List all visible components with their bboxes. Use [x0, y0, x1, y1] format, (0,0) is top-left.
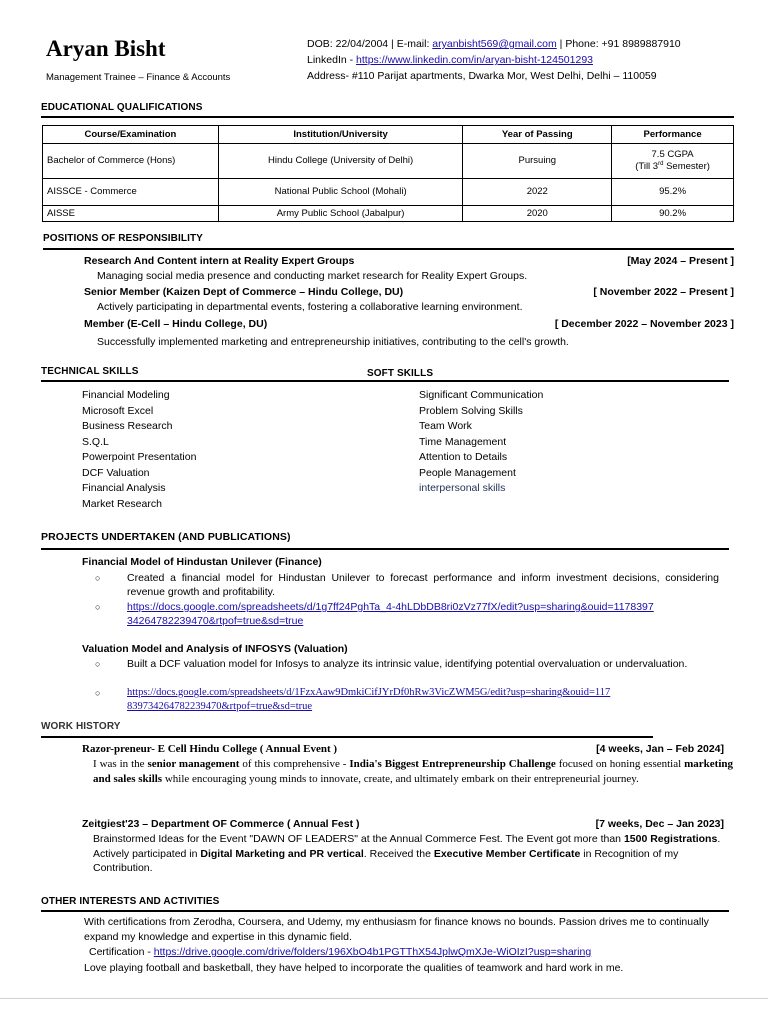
- position-period: [May 2024 – Present ]: [627, 255, 734, 267]
- column-header: Institution/University: [218, 126, 463, 144]
- institution-cell: National Public School (Mohali): [218, 179, 463, 206]
- table-row: [43, 144, 734, 179]
- soft-skills-list: [419, 388, 543, 497]
- course-cell: AISSE: [43, 206, 219, 222]
- bullet-icon: ○: [95, 659, 101, 669]
- list-item: Attention to Details: [419, 451, 508, 463]
- list-item: Microsoft Excel: [82, 404, 154, 417]
- list-item: Time Management: [419, 435, 507, 448]
- education-table: [42, 125, 734, 222]
- linkedin-link[interactable]: https://www.linkedin.com/in/aryan-bisht-124501293: [356, 54, 593, 66]
- course-cell: AISSCE - Commerce: [43, 179, 219, 206]
- work-title-row: [82, 817, 724, 832]
- work-period: [4 weeks, Jan – Feb 2024]: [596, 743, 724, 755]
- interests-heading: OTHER INTERESTS AND ACTIVITIES: [41, 896, 220, 907]
- linkedin-label: LinkedIn -: [307, 54, 357, 66]
- year-cell: 2022: [463, 179, 612, 206]
- position-description: Managing social media presence and conducting market research for Reality Expert Groups.: [97, 270, 528, 282]
- performance-cell: [612, 144, 734, 179]
- bullet-icon: ○: [95, 573, 101, 583]
- list-item: interpersonal skills: [419, 482, 506, 494]
- project-link-line-1[interactable]: https://docs.google.com/spreadsheets/d/1g7ff24PghTa_4-4hLDbDB8ri0zVz77fX/edit?usp=sharing&ouid=1178397: [127, 601, 654, 613]
- list-item: People Management: [419, 466, 516, 479]
- bullet-icon: ○: [95, 688, 101, 698]
- bullet-icon: ○: [95, 602, 101, 612]
- skills-rule: [41, 380, 729, 382]
- list-item: Powerpoint Presentation: [82, 451, 197, 463]
- work-role: Zeitgiest'23 – Department OF Commerce ( Annual Fest ): [82, 818, 360, 830]
- list-item: Market Research: [82, 497, 162, 510]
- list-item: Team Work: [419, 420, 472, 432]
- position-description: Successfully implemented marketing and entrepreneurship initiatives, contributing to the cell's growth.: [97, 336, 569, 348]
- performance-cell: 95.2%: [612, 179, 734, 206]
- dob-text: DOB: 22/04/2004 | E-mail:: [307, 38, 433, 50]
- institution-cell: Army Public School (Jabalpur): [218, 206, 463, 222]
- positions-heading: POSITIONS OF RESPONSIBILITY: [43, 233, 203, 244]
- column-header: Year of Passing: [463, 126, 612, 144]
- work-title-row: [82, 742, 724, 758]
- table-header-row: [43, 126, 734, 144]
- list-item: Problem Solving Skills: [419, 404, 523, 417]
- technical-skills-heading: TECHNICAL SKILLS: [41, 366, 139, 377]
- performance-value: 7.5 CGPA: [651, 148, 694, 160]
- project-link: [127, 600, 719, 628]
- position-period: [ November 2022 – Present ]: [593, 286, 734, 298]
- position-title-row: [84, 285, 734, 300]
- table-row: [43, 179, 734, 206]
- candidate-name: Aryan Bisht: [46, 36, 166, 61]
- candidate-subtitle: Management Trainee – Finance & Accounts: [46, 72, 231, 83]
- list-item: Significant Communication: [419, 389, 544, 401]
- table-row: [43, 206, 734, 222]
- project-link-line-2[interactable]: 839734264782239470&rtpof=true&sd=true: [127, 700, 313, 712]
- projects-rule: [41, 548, 729, 550]
- contact-block: [307, 36, 681, 84]
- soft-skills-heading: SOFT SKILLS: [367, 368, 434, 379]
- course-cell: Bachelor of Commerce (Hons): [43, 144, 219, 179]
- project-description: Created a financial model for Hindustan Unilever to forecast performance and inform investment decisions, considering revenue growth and profitability.: [127, 572, 719, 598]
- education-rule: [41, 116, 734, 118]
- list-item: DCF Valuation: [82, 466, 150, 479]
- email-link[interactable]: aryanbisht569@gmail.com: [432, 38, 557, 50]
- performance-note: (Till 3rd Semester): [635, 160, 710, 173]
- work-description: Brainstormed Ideas for the Event "DAWN OF LEADERS" at the Annual Commerce Fest. The Event got more than 1500 Registrations. Actively participated in Digital Marketing and PR vertical. Received the Executive Member Certificate in Recognition of my Contribution.: [93, 833, 721, 874]
- project-link-line-2[interactable]: 34264782239470&rtpof=true&sd=true: [127, 615, 304, 627]
- positions-rule: [43, 248, 734, 250]
- project-link-line-1[interactable]: https://docs.google.com/spreadsheets/d/1FzxAaw9DmkiCifJYrDf0hRw3VicZWM5G/edit?usp=sharing&ouid=117: [127, 687, 611, 698]
- hobbies-paragraph: Love playing football and basketball, they have helped to incorporate the qualities of teamwork and hard work in me.: [84, 962, 624, 974]
- position-role: Member (E-Cell – Hindu College, DU): [84, 318, 268, 330]
- position-period: [ December 2022 – November 2023 ]: [554, 318, 734, 330]
- project-title: Valuation Model and Analysis of INFOSYS (Valuation): [82, 643, 348, 655]
- phone-text: | Phone: +91 8989887910: [556, 38, 681, 50]
- work-role: Razor-preneur- E Cell Hindu College ( Annual Event ): [82, 743, 338, 755]
- certification-line: [89, 945, 591, 960]
- certification-label: Certification -: [89, 946, 154, 958]
- position-role: Senior Member (Kaizen Dept of Commerce – Hindu College, DU): [84, 286, 404, 298]
- work-rule: [41, 736, 653, 738]
- project-description: Built a DCF valuation model for Infosys to analyze its intrinsic value, identifying potential overvaluation or undervaluation.: [127, 658, 688, 670]
- page-bottom-divider: [0, 998, 768, 999]
- position-title-row: [84, 317, 734, 332]
- interests-rule: [41, 910, 729, 912]
- work-period: [7 weeks, Dec – Jan 2023]: [595, 818, 724, 830]
- list-item: Business Research: [82, 420, 173, 432]
- project-link: [127, 686, 719, 713]
- education-heading: EDUCATIONAL QUALIFICATIONS: [41, 102, 203, 113]
- column-header: Course/Examination: [43, 126, 219, 144]
- work-heading: WORK HISTORY: [41, 721, 121, 732]
- work-description: I was in the senior management of this comprehensive - India's Biggest Entrepreneurship Challenge focused on honing essential marketing and sales skills while encouraging young minds to innovate, create, and ultimately embark on their entrepreneurial journey.: [93, 758, 733, 785]
- position-description: Actively participating in departmental events, fostering a collaborative learning environment.: [97, 301, 523, 313]
- certification-link[interactable]: https://drive.google.com/drive/folders/196XbO4b1PGTThX54JplwQmXJe-WiOIzI?usp=sharing: [153, 946, 592, 958]
- year-cell: 2020: [463, 206, 612, 222]
- technical-skills-list: [82, 388, 196, 512]
- column-header: Performance: [612, 126, 734, 144]
- list-item: Financial Modeling: [82, 389, 170, 401]
- year-cell: Pursuing: [463, 144, 612, 179]
- projects-heading: PROJECTS UNDERTAKEN (AND PUBLICATIONS): [41, 531, 291, 543]
- address-text: Address- #110 Parijat apartments, Dwarka Mor, West Delhi, Delhi – 110059: [307, 70, 657, 82]
- contact-line-2: [307, 52, 681, 68]
- interests-paragraph: With certifications from Zerodha, Coursera, and Udemy, my enthusiasm for finance knows no bounds. Passion drives me to continually expand my knowledge and expertise in this dynamic field.: [84, 916, 709, 943]
- institution-cell: Hindu College (University of Delhi): [218, 144, 463, 179]
- performance-cell: 90.2%: [612, 206, 734, 222]
- position-role: Research And Content intern at Reality Expert Groups: [84, 255, 355, 267]
- contact-line-1: [307, 36, 681, 52]
- position-title-row: [84, 254, 734, 269]
- project-title: Financial Model of Hindustan Unilever (Finance): [82, 556, 322, 568]
- list-item: S.Q.L: [82, 435, 109, 448]
- list-item: Financial Analysis: [82, 482, 166, 494]
